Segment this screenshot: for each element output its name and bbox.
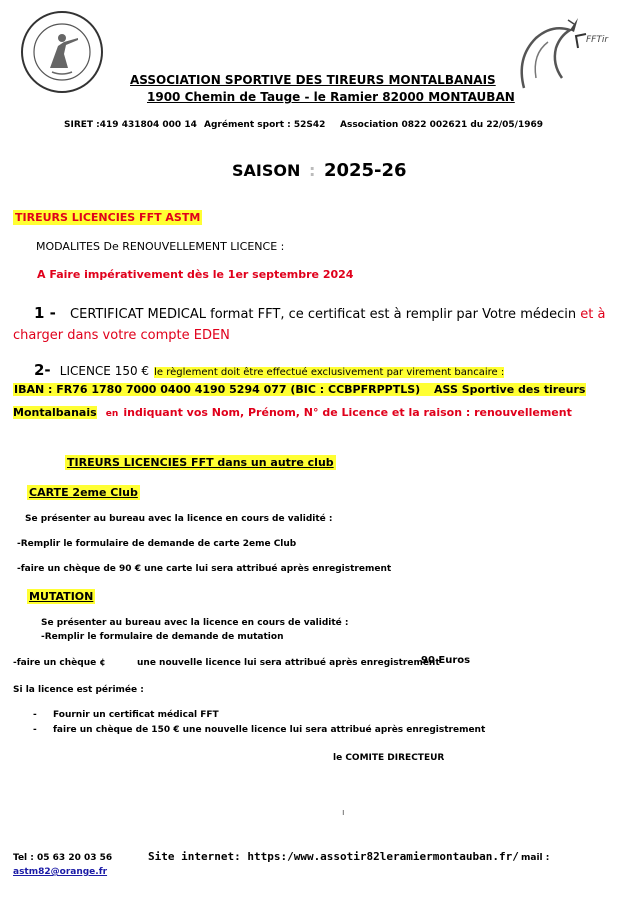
- carte-title: CARTE 2eme Club: [29, 486, 138, 499]
- iban-line2: [13, 401, 572, 420]
- iban-holder-a: ASS Sportive des tireurs: [434, 383, 586, 396]
- bullet: -: [33, 710, 37, 720]
- item1-number: 1 -: [34, 304, 56, 322]
- item2-label: LICENCE 150 €: [59, 364, 150, 378]
- iban: IBAN : FR76 1780 7000 0400 4190 5294 077 (BIC : CCBPFRPPTLS): [14, 383, 421, 396]
- iban-holder-b: Montalbanais: [13, 406, 97, 419]
- association-logo: [20, 10, 104, 94]
- item1-red-a: et à: [580, 307, 606, 322]
- mutation-line3a: -faire un chèque ¢: [13, 658, 106, 668]
- season-separator: :: [308, 161, 316, 180]
- svg-text:FFTir: FFTir: [586, 35, 609, 45]
- expired-item2: - faire un chèque de 150 € une nouvelle licence lui sera attribué après enregistrement: [33, 725, 486, 735]
- item2-number: 2-: [34, 361, 51, 379]
- carte-line2: -Remplir le formulaire de demande de carte 2eme Club: [17, 539, 297, 549]
- deadline-note: A Faire impérativement dès le 1er septembre 2024: [37, 268, 354, 281]
- item1-line2: charger dans votre compte EDEN: [13, 328, 230, 343]
- signature: le COMITE DIRECTEUR: [333, 753, 445, 763]
- expired-title: Si la licence est périmée :: [13, 685, 144, 695]
- season-year: 2025-26: [323, 160, 407, 181]
- carte-line1: Se présenter au bureau avec la licence en cours de validité :: [25, 514, 333, 524]
- mutation-title: MUTATION: [29, 590, 94, 603]
- season-title: [232, 160, 407, 181]
- season-label: SAISON: [232, 161, 301, 180]
- siret: SIRET :419 431804 000 14: [64, 120, 197, 130]
- bullet: -: [33, 725, 37, 735]
- stray-mark: ı: [342, 808, 345, 818]
- carte-line3: -faire un chèque de 90 € une carte lui sera attribué après enregistrement: [17, 564, 392, 574]
- association-number: Association 0822 002621 du 22/05/1969: [340, 120, 544, 130]
- footer-email-link[interactable]: astm82@orange.fr: [13, 867, 108, 877]
- iban-ref: indiquant vos Nom, Prénom, N° de Licence et la raison : renouvellement: [123, 406, 572, 419]
- org-address: 1900 Chemin de Tauge - le Ramier 82000 MONTAUBAN: [147, 90, 515, 104]
- iban-line: [13, 383, 586, 396]
- modalites-heading: MODALITES De RENOUVELLEMENT LICENCE :: [36, 240, 285, 253]
- mutation-line2: -Remplir le formulaire de demande de mutation: [41, 632, 284, 642]
- iban-ref-small: en: [105, 409, 119, 419]
- item1-text: CERTIFICAT MEDICAL format FFT, ce certificat est à remplir par Votre médecin: [70, 307, 577, 322]
- item1-line1: [34, 304, 605, 322]
- mutation-line1: Se présenter au bureau avec la licence en cours de validité :: [41, 618, 349, 628]
- item2-payment: le règlement doit être effectué exclusivement par virement bancaire :: [154, 367, 505, 378]
- other-club-title: TIREURS LICENCIES FFT dans un autre club: [67, 456, 334, 469]
- org-name: ASSOCIATION SPORTIVE DES TIREURS MONTALBANAIS: [130, 73, 496, 87]
- footer-site[interactable]: Site internet: https:/www.assotir82leramiermontauban.fr/: [148, 850, 519, 863]
- footer-tel: Tel : 05 63 20 03 56: [13, 853, 113, 863]
- expired-item1: - Fournir un certificat médical FFT: [33, 710, 219, 720]
- mutation-amount: 90 Euros: [421, 655, 471, 666]
- fftir-logo: [512, 8, 616, 90]
- mutation-line3b: une nouvelle licence lui sera attribué après enregistrement: [137, 658, 440, 668]
- astm-section-title: TIREURS LICENCIES FFT ASTM: [15, 211, 201, 224]
- footer-mail-label: mail :: [521, 853, 550, 863]
- item2-line: [34, 360, 504, 379]
- agrement: Agrément sport : 52S42: [204, 120, 326, 130]
